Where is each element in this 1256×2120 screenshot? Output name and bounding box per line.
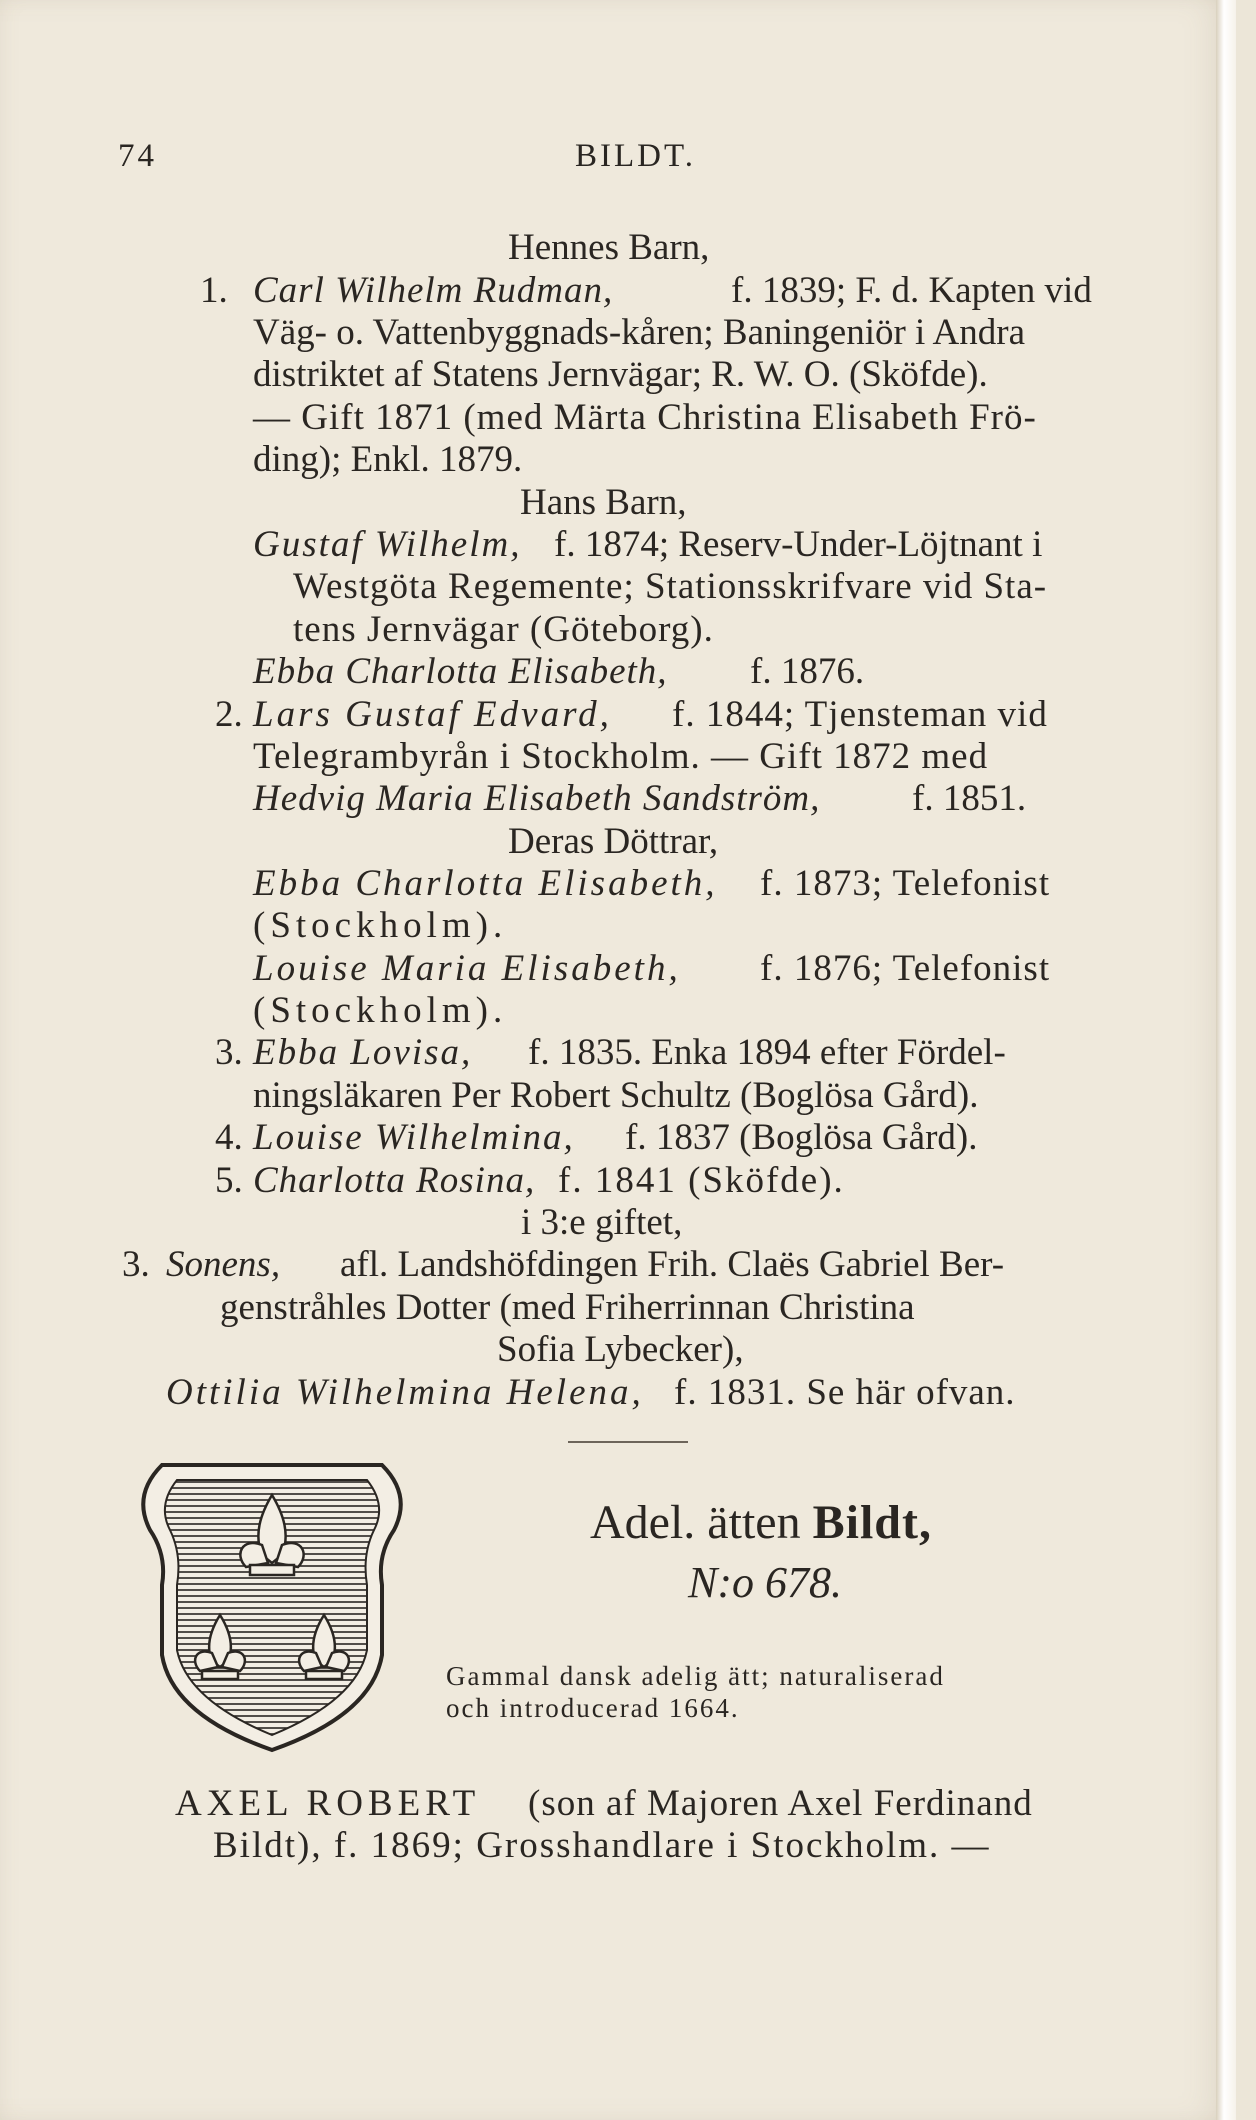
- text-line: (son af Majoren Axel Ferdinand: [528, 1783, 1033, 1824]
- entry-number: 5.: [215, 1160, 243, 1201]
- text-line: genstråhles Dotter (med Friherrinnan Christina: [220, 1287, 915, 1328]
- text-line: Telegrambyrån i Stockholm. — Gift 1872 med: [253, 736, 989, 777]
- text-line: Westgöta Regemente; Stationsskrifvare vid Sta-: [293, 566, 1048, 607]
- entry-name: Carl Wilhelm Rudman,: [253, 270, 614, 311]
- text-line: f. 1874; Reserv-Under-Löjtnant i: [554, 524, 1043, 565]
- text-line: i 3:e giftet,: [521, 1202, 683, 1243]
- text-line: distriktet af Statens Jernvägar; R. W. O. (Sköfde).: [253, 354, 988, 395]
- entry-number: 3.: [215, 1032, 243, 1073]
- entry-number: 2.: [215, 694, 243, 735]
- text-line: tens Jernvägar (Göteborg).: [293, 609, 714, 650]
- family-description: Gammal dansk adelig ätt; naturaliserad: [446, 1661, 945, 1691]
- text-line: f. 1851.: [912, 778, 1027, 819]
- entry-name: Ebba Charlotta Elisabeth,: [253, 651, 668, 692]
- text-line: f. 1873; Telefonist: [760, 863, 1051, 904]
- text-line: — Gift 1871 (med Märta Christina Elisabeth Frö-: [253, 397, 1037, 438]
- entry-name: Gustaf Wilhelm,: [253, 524, 522, 565]
- text-line: f. 1837 (Boglösa Gård).: [625, 1117, 978, 1158]
- entry-number: 3.: [122, 1244, 150, 1285]
- entry-name: Sonens,: [166, 1244, 281, 1285]
- text-line: f. 1835. Enka 1894 efter Fördel-: [528, 1032, 1006, 1073]
- text-line: (Stockholm).: [253, 990, 508, 1031]
- text-line: ding); Enkl. 1879.: [253, 439, 523, 480]
- text-line: Väg- o. Vattenbyggnads-kåren; Baningeniör i Andra: [253, 312, 1026, 353]
- family-title-prefix: Adel. ätten: [590, 1496, 801, 1549]
- running-title: BILDT.: [575, 138, 696, 174]
- family-description: och introducerad 1664.: [446, 1693, 740, 1723]
- entry-name: Louise Wilhelmina,: [253, 1117, 575, 1158]
- text-line: Hans Barn,: [520, 482, 687, 523]
- text-line: f. 1844; Tjensteman vid: [672, 694, 1048, 735]
- entry-name: Ebba Lovisa,: [253, 1032, 473, 1073]
- family-title: [590, 1495, 932, 1551]
- entry-name: Ottilia Wilhelmina Helena,: [166, 1372, 644, 1413]
- entry-name: AXEL ROBERT: [175, 1783, 481, 1824]
- text-line: (Stockholm).: [253, 905, 508, 946]
- text-line: ningsläkaren Per Robert Schultz (Boglösa Gård).: [253, 1075, 979, 1116]
- page-number: 74: [118, 138, 157, 174]
- entry-name: Charlotta Rosina,: [253, 1160, 536, 1201]
- text-line: Deras Döttrar,: [508, 821, 719, 862]
- text-line: Sofia Lybecker),: [497, 1329, 744, 1370]
- text-line: f. 1841 (Sköfde).: [558, 1160, 845, 1201]
- section-divider: [568, 1441, 688, 1443]
- entry-name: Ebba Charlotta Elisabeth,: [253, 863, 718, 904]
- page-edge: [1216, 0, 1236, 2120]
- coat-of-arms-icon: [122, 1445, 422, 1760]
- text-line: f. 1839; F. d. Kapten vid: [731, 270, 1092, 311]
- family-title-name: Bildt,: [812, 1496, 932, 1549]
- text-line: f. 1831. Se här ofvan.: [674, 1372, 1016, 1413]
- entry-name: Hedvig Maria Elisabeth Sandström,: [253, 778, 821, 819]
- family-number: N:o 678.: [688, 1558, 842, 1607]
- text-line: afl. Landshöfdingen Frih. Claës Gabriel Ber-: [340, 1244, 1005, 1285]
- entry-name: Louise Maria Elisabeth,: [253, 948, 681, 989]
- text-line: Bildt), f. 1869; Grosshandlare i Stockholm. —: [213, 1825, 991, 1866]
- text-line: f. 1876; Telefonist: [760, 948, 1051, 989]
- entry-number: 1.: [200, 270, 228, 311]
- entry-number: 4.: [215, 1117, 243, 1158]
- entry-name: Lars Gustaf Edvard,: [253, 694, 612, 735]
- text-line: f. 1876.: [750, 651, 865, 692]
- text-line: Hennes Barn,: [508, 227, 710, 268]
